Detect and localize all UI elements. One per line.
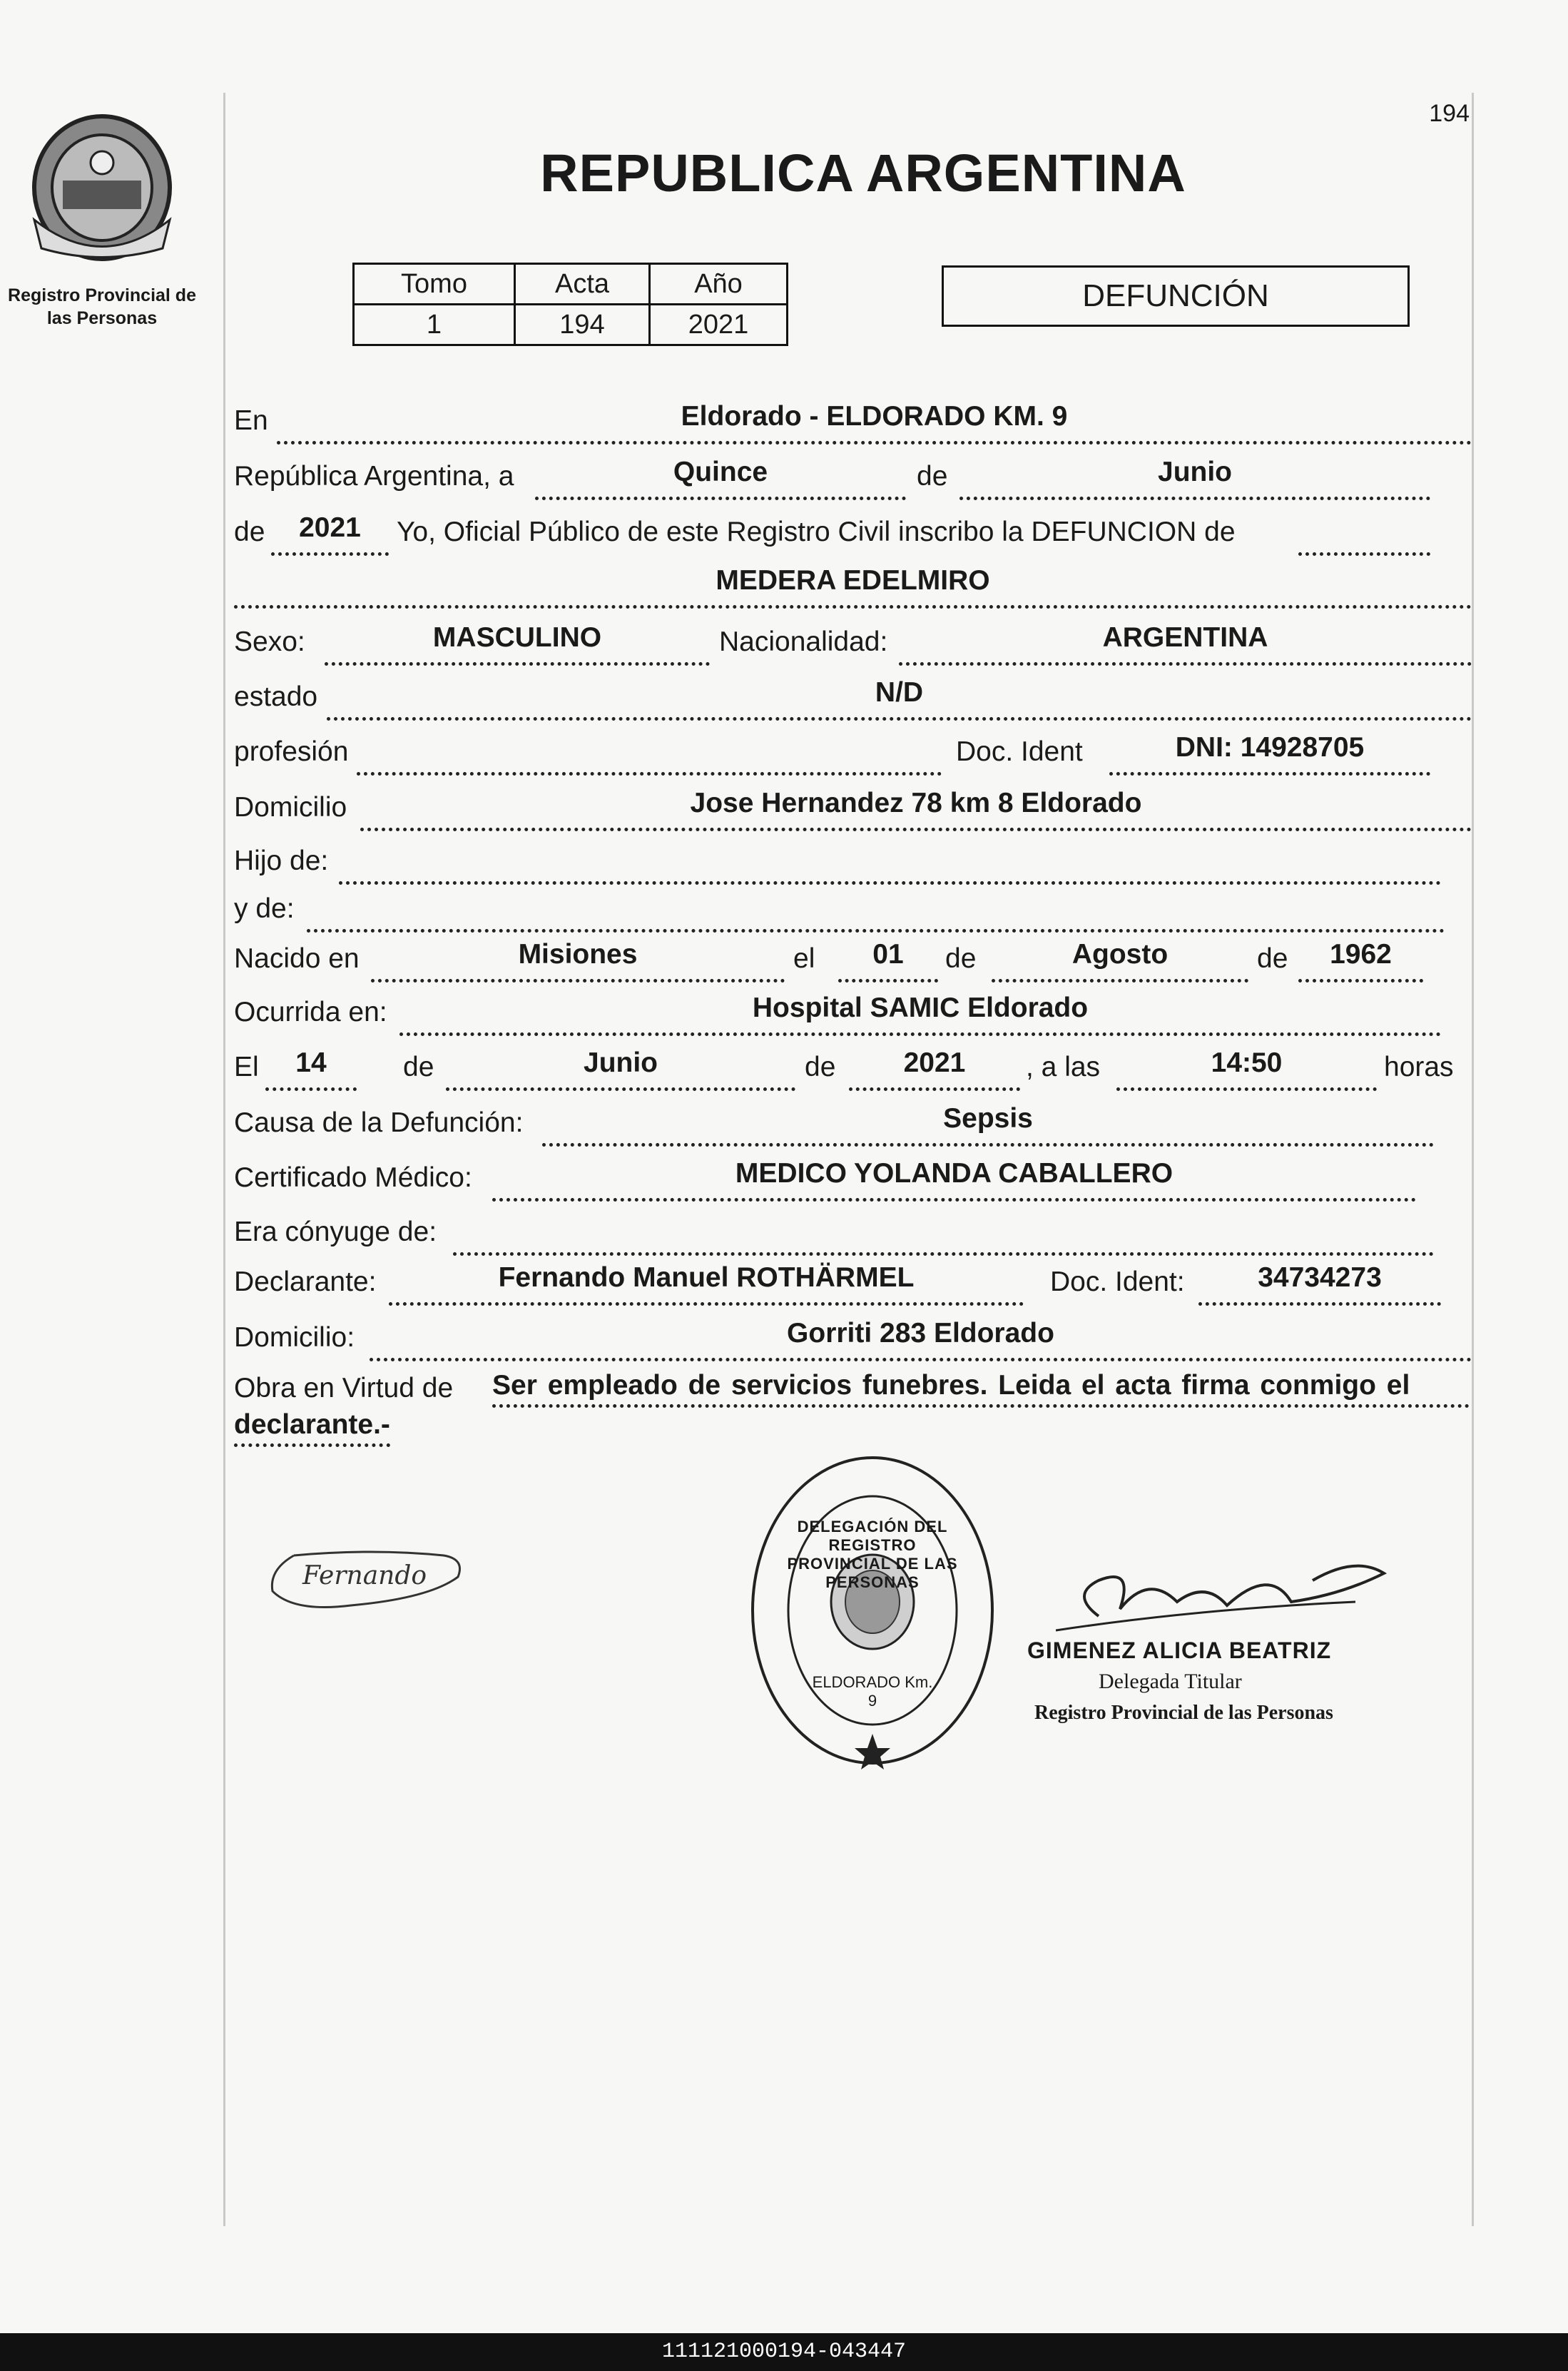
value-address: Jose Hernandez 78 km 8 Eldorado (690, 788, 1142, 818)
tomo-value: 1 (354, 305, 515, 345)
value-death-place: Hospital SAMIC Eldorado (752, 992, 1089, 1023)
fill-profession (357, 738, 942, 776)
label-el: el (793, 943, 815, 974)
value-cause: Sepsis (943, 1103, 1033, 1134)
value-birth-day: 01 (872, 939, 904, 970)
page-number: 194 (1429, 100, 1470, 127)
barcode-number: 111121000194-043447 (0, 2333, 1568, 2371)
fill-spouse (453, 1218, 1434, 1256)
label-nacido-en: Nacido en (234, 943, 360, 974)
label-de-6: de (805, 1052, 836, 1082)
value-birth-place: Misiones (518, 939, 638, 970)
label-de-2: de (234, 517, 265, 547)
label-de-5: de (403, 1052, 434, 1082)
official-stamp (748, 1452, 997, 1770)
label-de-4: de (1257, 943, 1288, 974)
value-doc-ident: DNI: 14928705 (1175, 732, 1365, 763)
label-doc-ident: Doc. Ident (956, 736, 1083, 767)
label-republica: República Argentina, a (234, 461, 514, 492)
label-ocurrida-en: Ocurrida en: (234, 997, 387, 1027)
right-margin-line (1472, 93, 1474, 2226)
fill-father (339, 847, 1441, 885)
ano-header: Año (650, 264, 788, 305)
value-sex: MASCULINO (432, 622, 602, 653)
label-yo-oficial: Yo, Oficial Público de este Registro Civil inscribo la DEFUNCION de (397, 517, 1236, 547)
fill-mother (307, 895, 1445, 933)
value-year: 2021 (299, 512, 361, 543)
value-death-year: 2021 (903, 1047, 966, 1078)
registry-table (352, 263, 788, 346)
label-y-de: y de: (234, 893, 295, 924)
label-causa: Causa de la Defunción: (234, 1107, 524, 1138)
value-day-words: Quince (673, 457, 768, 487)
fill-trailing (1298, 518, 1430, 556)
label-hijo-de: Hijo de: (234, 846, 329, 876)
label-certificado: Certificado Médico: (234, 1162, 472, 1193)
value-birth-month: Agosto (1071, 939, 1169, 970)
label-conyuge: Era cónyuge de: (234, 1217, 437, 1247)
official-role: Delegada Titular (1099, 1670, 1242, 1693)
registry-name: Registro Provincial de las Personas (8, 285, 196, 328)
label-de-3: de (945, 943, 977, 974)
label-sexo: Sexo: (234, 626, 305, 657)
official-name: GIMENEZ ALICIA BEATRIZ (1027, 1638, 1332, 1663)
label-nacionalidad: Nacionalidad: (719, 626, 888, 657)
value-obra-line-1: Ser empleado de servicios funebres. Leida el acta firma conmigo el (492, 1370, 1470, 1408)
value-death-month: Junio (584, 1047, 658, 1078)
document-type-box: DEFUNCIÓN (942, 265, 1410, 327)
label-obra-en-virtud: Obra en Virtud de (234, 1373, 454, 1403)
value-death-day: 14 (295, 1047, 327, 1078)
value-medical-cert: MEDICO YOLANDA CABALLERO (735, 1158, 1174, 1189)
value-declarant-address: Gorriti 283 Eldorado (787, 1318, 1054, 1349)
label-horas: horas (1384, 1052, 1454, 1082)
label-domicilio-2: Domicilio: (234, 1322, 355, 1353)
value-month: Junio (1158, 457, 1232, 487)
misiones-province-logo (27, 113, 177, 263)
official-signature (1056, 1552, 1391, 1638)
declarant-signature (265, 1541, 472, 1620)
acta-header: Acta (515, 264, 650, 305)
declarant-signature-text: Fernando (302, 1561, 427, 1590)
value-deceased-name: MEDERA EDELMIRO (716, 565, 990, 596)
label-de-1: de (917, 461, 948, 492)
left-margin-line (223, 93, 225, 2226)
value-civil-status: N/D (875, 677, 924, 708)
label-domicilio: Domicilio (234, 792, 347, 823)
label-en: En (234, 405, 268, 436)
acta-value: 194 (515, 305, 650, 345)
ano-value: 2021 (650, 305, 788, 345)
tomo-header: Tomo (354, 264, 515, 305)
value-declarant: Fernando Manuel ROTHÄRMEL (498, 1262, 915, 1293)
label-el-cap: El (234, 1052, 259, 1082)
country-title: REPUBLICA ARGENTINA (540, 143, 1186, 203)
stamp-ring-text: DELEGACIÓN DEL REGISTRO PROVINCIAL DE LAS PERSONAS (787, 1518, 958, 1591)
official-org: Registro Provincial de las Personas (1034, 1702, 1333, 1724)
stamp-inner-text: ELDORADO Km. 9 (812, 1673, 933, 1710)
label-a-las: , a las (1026, 1052, 1101, 1082)
label-declarante: Declarante: (234, 1266, 377, 1297)
value-place: Eldorado - ELDORADO KM. 9 (681, 401, 1068, 432)
value-death-time: 14:50 (1211, 1047, 1283, 1078)
label-estado: estado (234, 681, 318, 712)
value-birth-year: 1962 (1330, 939, 1392, 970)
label-profesion: profesión (234, 736, 349, 767)
value-declarant-doc: 34734273 (1258, 1262, 1382, 1293)
label-doc-ident-2: Doc. Ident: (1050, 1266, 1185, 1297)
value-obra-line-2: declarante.- (234, 1409, 390, 1447)
value-nationality: ARGENTINA (1102, 622, 1268, 653)
